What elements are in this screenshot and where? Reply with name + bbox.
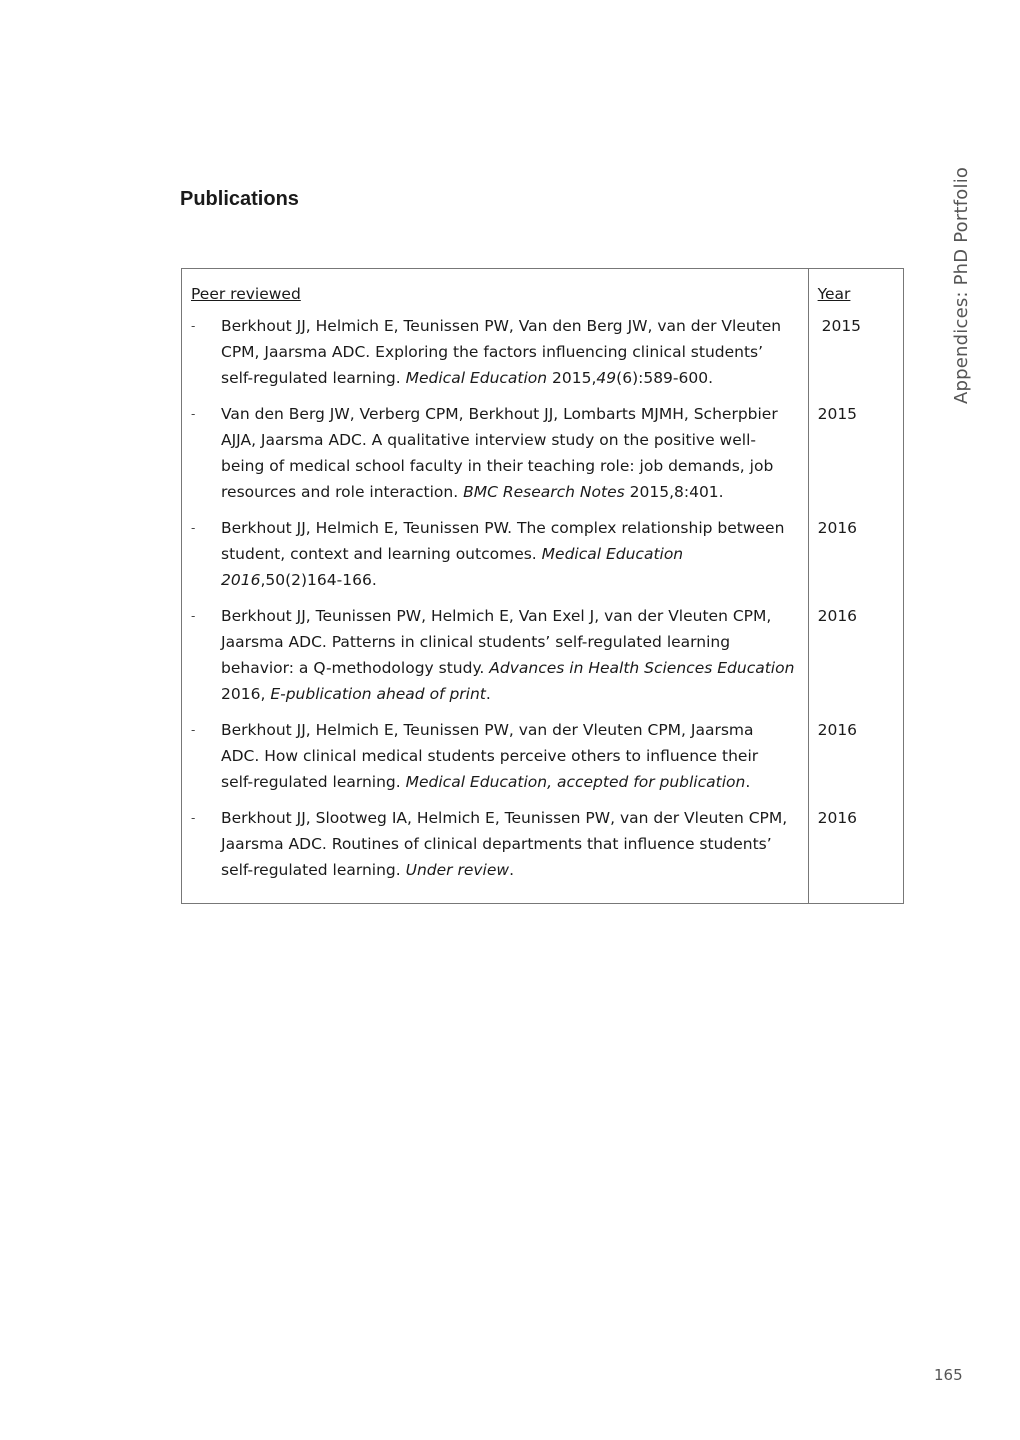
publications-table bbox=[181, 268, 904, 904]
journal-name: Medical Education 2016 bbox=[221, 545, 684, 589]
table-row bbox=[182, 717, 904, 805]
publication-status: Medical Education, accepted for publication bbox=[405, 773, 746, 791]
page-number: 165 bbox=[934, 1366, 963, 1384]
journal-name: Medical Education bbox=[405, 369, 548, 387]
header-year: Year bbox=[817, 285, 851, 303]
publication-entry bbox=[182, 401, 808, 515]
publication-year: 2016 bbox=[817, 519, 858, 537]
list-dash: - bbox=[191, 319, 196, 333]
list-dash: - bbox=[191, 811, 196, 825]
publication-citation: Berkhout JJ, Teunissen PW, Helmich E, Van Exel J, van der Vleuten CPM, Jaarsma ADC. Patterns in clinical students’ self-regulated learning behavior: a Q-methodology study. Advances in Health Sciences Education 2016, E-publication ahead of print. bbox=[221, 607, 795, 703]
publication-year: 2016 bbox=[817, 721, 858, 739]
publication-entry bbox=[182, 805, 808, 893]
list-dash: - bbox=[191, 723, 196, 737]
publication-entry bbox=[182, 717, 808, 805]
volume: 49 bbox=[596, 369, 617, 387]
publication-status: Under review bbox=[405, 861, 510, 879]
header-peer-reviewed: Peer reviewed bbox=[182, 269, 809, 314]
publication-status: E-publication ahead of print bbox=[270, 685, 486, 703]
list-dash: - bbox=[191, 609, 196, 623]
publication-entry bbox=[182, 313, 808, 401]
table-row bbox=[182, 805, 904, 904]
list-dash: - bbox=[191, 407, 196, 421]
publication-year: 2016 bbox=[817, 809, 858, 827]
publication-year: 2015 bbox=[821, 317, 862, 335]
publication-entry bbox=[182, 515, 808, 603]
table-row bbox=[182, 401, 904, 515]
table-row bbox=[182, 603, 904, 717]
publication-citation: Berkhout JJ, Helmich E, Teunissen PW, van der Vleuten CPM, Jaarsma ADC. How clinical medical students perceive others to influence their self-regulated learning. Medical Education, accepted for publication. bbox=[221, 721, 759, 791]
publication-year: 2015 bbox=[817, 405, 858, 423]
table-row bbox=[182, 313, 904, 401]
list-dash: - bbox=[191, 521, 196, 535]
publication-citation: Berkhout JJ, Helmich E, Teunissen PW, Van den Berg JW, van der Vleuten CPM, Jaarsma ADC. Exploring the factors influencing clinical students’ self-regulated learning. Medical Education 2015,49(6):589-600. bbox=[221, 317, 782, 387]
publication-citation: Berkhout JJ, Helmich E, Teunissen PW. The complex relationship between student, context and learning outcomes. Medical Education 2016,50(2)164-166. bbox=[221, 519, 785, 589]
publication-citation: Berkhout JJ, Slootweg IA, Helmich E, Teunissen PW, van der Vleuten CPM, Jaarsma ADC. Routines of clinical departments that influence students’ self-regulated learning. Under review. bbox=[221, 809, 788, 879]
publication-citation: Van den Berg JW, Verberg CPM, Berkhout JJ, Lombarts MJMH, Scherpbier AJJA, Jaarsma ADC. A qualitative interview study on the positive well-being of medical school faculty in their teaching role: job demands, job resources and role interaction. BMC Research Notes 2015,8:401. bbox=[221, 405, 778, 501]
table-header-row bbox=[182, 269, 904, 314]
table-row bbox=[182, 515, 904, 603]
publication-year: 2016 bbox=[817, 607, 858, 625]
journal-name: Advances in Health Sciences Education bbox=[489, 659, 795, 677]
journal-name: BMC Research Notes bbox=[463, 483, 625, 501]
running-header: Appendices: PhD Portfolio bbox=[951, 166, 972, 404]
section-heading: Publications bbox=[180, 188, 299, 210]
publication-entry bbox=[182, 603, 808, 717]
